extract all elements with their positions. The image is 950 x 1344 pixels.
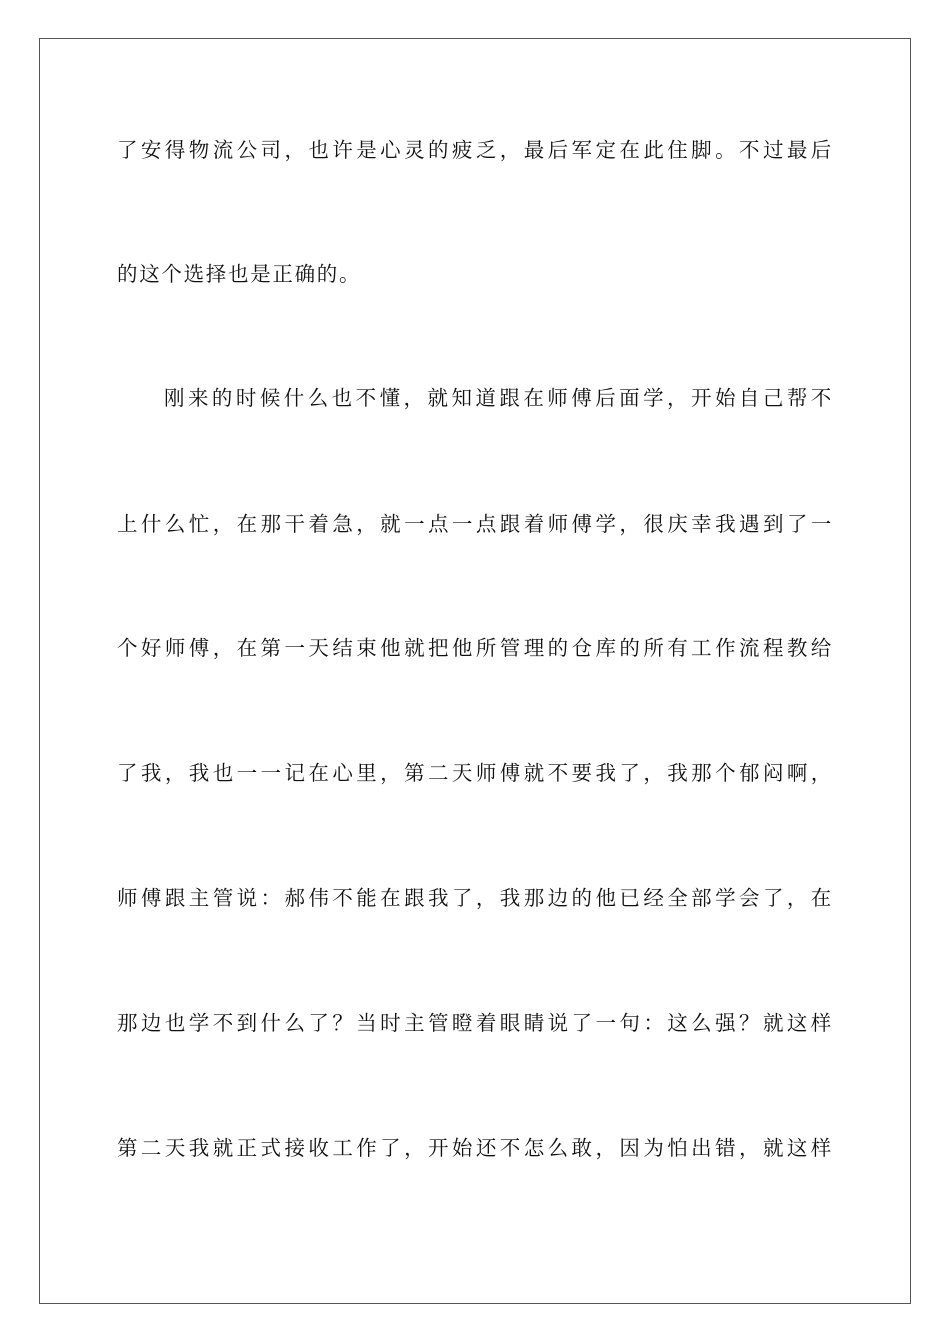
body-text-line: 第二天我就正式接收工作了，开始还不怎么敢，因为怕出错，就这样 [117,1136,833,1160]
page-frame [39,38,911,1304]
body-text-line: 了我，我也一一记在心里，第二天师傅就不要我了，我那个郁闷啊， [117,761,833,785]
body-text-line: 个好师傅，在第一天结束他就把他所管理的仓库的所有工作流程教给 [117,636,833,660]
body-text-line: 的这个选择也是正确的。 [117,262,362,286]
body-text-line: 师傅跟主管说：郝伟不能在跟我了，我那边的他已经全部学会了，在 [117,886,833,910]
body-text-line: 刚来的时候什么也不懂，就知道跟在师傅后面学，开始自己帮不 [164,386,833,410]
body-text-line: 那边也学不到什么了？当时主管瞪着眼睛说了一句：这么强？就这样 [117,1011,833,1035]
body-text-line: 了安得物流公司，也许是心灵的疲乏，最后军定在此住脚。不过最后 [117,138,833,162]
body-text-line: 上什么忙，在那干着急，就一点一点跟着师傅学，很庆幸我遇到了一 [117,512,833,536]
